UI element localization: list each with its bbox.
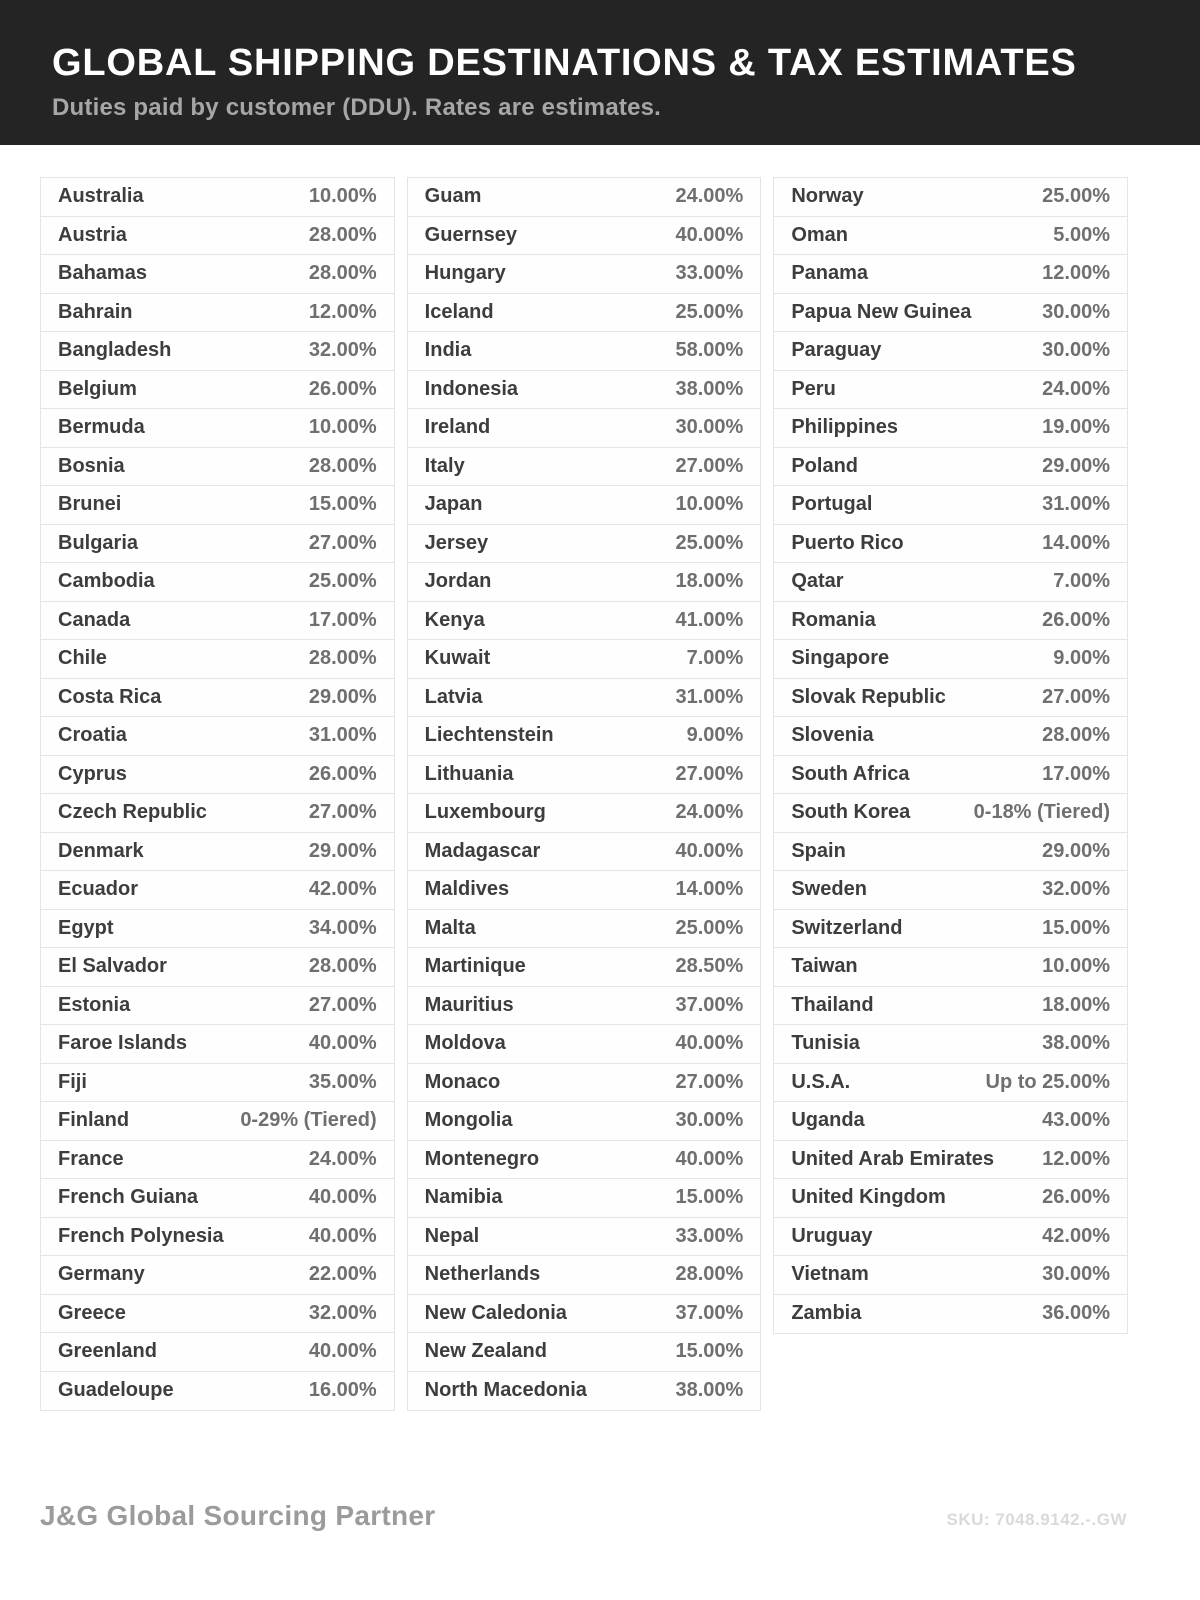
rates-column-1	[40, 177, 395, 1411]
table-row	[774, 756, 1127, 795]
country-name: Namibia	[424, 1186, 503, 1209]
table-row	[41, 910, 394, 949]
tax-rate: 17.00%	[308, 608, 377, 631]
country-name: South Korea	[791, 801, 911, 824]
tax-rate: 25.00%	[1042, 185, 1111, 208]
country-name: Hungary	[424, 262, 506, 285]
country-name: Qatar	[791, 570, 844, 593]
table-row	[41, 1218, 394, 1257]
tax-rate: 26.00%	[1042, 1186, 1111, 1209]
country-name: Norway	[791, 185, 864, 208]
country-name: India	[424, 339, 472, 362]
table-row	[41, 602, 394, 641]
country-name: Nepal	[424, 1224, 480, 1247]
table-row	[774, 563, 1127, 602]
table-row	[41, 948, 394, 987]
country-name: New Caledonia	[424, 1301, 567, 1324]
tax-rate: 17.00%	[1042, 762, 1111, 785]
table-row	[774, 833, 1127, 872]
tax-rate: 37.00%	[675, 1301, 744, 1324]
table-row	[41, 332, 394, 371]
tax-rate: 34.00%	[308, 916, 377, 939]
table-row	[41, 409, 394, 448]
table-row	[774, 679, 1127, 718]
country-name: Bangladesh	[58, 339, 172, 362]
country-name: Peru	[791, 377, 836, 400]
tax-rate: 27.00%	[308, 531, 377, 554]
country-name: French Guiana	[58, 1186, 199, 1209]
table-row	[774, 1179, 1127, 1218]
country-name: Switzerland	[791, 916, 903, 939]
table-row	[774, 525, 1127, 564]
tax-rate: 10.00%	[308, 185, 377, 208]
table-row	[41, 794, 394, 833]
sku-text: SKU: 7048.9142.-.GW	[946, 1510, 1127, 1529]
tax-rate: 12.00%	[1042, 1147, 1111, 1170]
country-name: Fiji	[58, 1070, 87, 1093]
table-row	[408, 910, 761, 949]
country-name: Spain	[791, 839, 846, 862]
table-row	[41, 1372, 394, 1411]
tax-rate: 29.00%	[308, 685, 377, 708]
table-row	[774, 910, 1127, 949]
table-row	[408, 1295, 761, 1334]
table-row	[41, 1295, 394, 1334]
rates-column-2	[407, 177, 762, 1411]
country-name: Iceland	[424, 300, 494, 323]
tax-rate: 0-18% (Tiered)	[973, 801, 1111, 824]
tax-rate: 28.00%	[308, 647, 377, 670]
tax-rate: 0-29% (Tiered)	[240, 1109, 377, 1132]
table-row	[408, 486, 761, 525]
country-name: Indonesia	[424, 377, 519, 400]
table-row	[408, 987, 761, 1026]
country-name: U.S.A.	[791, 1070, 851, 1093]
table-row	[41, 1025, 394, 1064]
table-row	[408, 794, 761, 833]
tax-rate: 28.00%	[308, 223, 377, 246]
table-row	[408, 756, 761, 795]
table-row	[408, 178, 761, 217]
tax-rate: 25.00%	[675, 916, 744, 939]
table-row	[408, 679, 761, 718]
tax-rate: 27.00%	[675, 762, 744, 785]
country-name: Uruguay	[791, 1224, 873, 1247]
country-name: Paraguay	[791, 339, 882, 362]
table-row	[41, 640, 394, 679]
country-name: Austria	[58, 223, 127, 246]
country-name: Portugal	[791, 493, 873, 516]
table-row	[408, 294, 761, 333]
country-name: Netherlands	[424, 1263, 541, 1286]
table-row	[774, 871, 1127, 910]
country-name: El Salvador	[58, 955, 167, 978]
table-row	[408, 1141, 761, 1180]
tax-rate: 38.00%	[675, 377, 744, 400]
table-row	[408, 871, 761, 910]
tax-rate: 40.00%	[675, 839, 744, 862]
page-subtitle: Duties paid by customer (DDU). Rates are estimates.	[52, 94, 662, 121]
tax-rate: 36.00%	[1042, 1302, 1111, 1325]
table-row	[774, 1064, 1127, 1103]
table-row	[408, 1025, 761, 1064]
tax-rate: Up to 25.00%	[985, 1070, 1111, 1093]
table-row	[41, 1064, 394, 1103]
tax-rate: 27.00%	[675, 1070, 744, 1093]
tax-rate: 30.00%	[1042, 300, 1111, 323]
tax-rate: 31.00%	[308, 724, 377, 747]
country-name: Latvia	[424, 685, 483, 708]
table-row	[408, 255, 761, 294]
country-name: Malta	[424, 916, 476, 939]
country-name: Germany	[58, 1263, 145, 1286]
table-row	[41, 217, 394, 256]
tax-rate: 26.00%	[308, 377, 377, 400]
table-row	[774, 717, 1127, 756]
tax-rate: 41.00%	[675, 608, 744, 631]
table-row	[408, 563, 761, 602]
page-title: GLOBAL SHIPPING DESTINATIONS & TAX ESTIMATES	[52, 42, 1077, 84]
country-name: Vietnam	[791, 1263, 869, 1286]
tax-rate: 30.00%	[1042, 1263, 1111, 1286]
country-name: Slovak Republic	[791, 685, 946, 708]
table-row	[774, 294, 1127, 333]
table-row	[774, 794, 1127, 833]
tax-rate: 18.00%	[675, 570, 744, 593]
tax-rate: 40.00%	[308, 1340, 377, 1363]
table-row	[408, 833, 761, 872]
tax-rate: 30.00%	[675, 416, 744, 439]
country-name: Bermuda	[58, 416, 145, 439]
tax-rate: 42.00%	[1042, 1224, 1111, 1247]
country-name: Mongolia	[424, 1109, 513, 1132]
table-row	[774, 640, 1127, 679]
country-name: Slovenia	[791, 724, 874, 747]
tax-rate: 33.00%	[675, 1224, 744, 1247]
tax-rate: 37.00%	[675, 993, 744, 1016]
tax-rate: 40.00%	[675, 1032, 744, 1055]
tax-rate: 32.00%	[1042, 878, 1111, 901]
country-name: French Polynesia	[58, 1224, 224, 1247]
tax-rate: 28.00%	[308, 454, 377, 477]
tax-rate: 18.00%	[1042, 993, 1111, 1016]
table-row	[41, 178, 394, 217]
tax-rate: 9.00%	[1053, 647, 1111, 670]
country-name: Monaco	[424, 1070, 501, 1093]
table-row	[41, 525, 394, 564]
country-name: Madagascar	[424, 839, 541, 862]
table-row	[41, 563, 394, 602]
table-row	[41, 1179, 394, 1218]
table-row	[408, 409, 761, 448]
tax-rate: 15.00%	[308, 493, 377, 516]
country-name: United Kingdom	[791, 1186, 946, 1209]
tax-rate: 15.00%	[675, 1340, 744, 1363]
table-row	[408, 448, 761, 487]
table-row	[41, 871, 394, 910]
table-row	[774, 409, 1127, 448]
tax-rate: 7.00%	[686, 647, 744, 670]
table-row	[774, 178, 1127, 217]
country-name: Panama	[791, 262, 869, 285]
tax-rate: 25.00%	[308, 570, 377, 593]
table-row	[41, 756, 394, 795]
tax-rate: 40.00%	[308, 1032, 377, 1055]
country-name: Moldova	[424, 1032, 506, 1055]
table-row	[408, 1372, 761, 1411]
tax-rate: 28.00%	[308, 262, 377, 285]
table-row	[774, 1256, 1127, 1295]
country-name: Bahrain	[58, 300, 133, 323]
country-name: Guernsey	[424, 223, 517, 246]
table-row	[408, 332, 761, 371]
country-name: Italy	[424, 454, 465, 477]
country-name: Oman	[791, 223, 849, 246]
tax-rate: 26.00%	[308, 762, 377, 785]
table-row	[41, 371, 394, 410]
tax-rate: 28.00%	[675, 1263, 744, 1286]
tax-rate: 15.00%	[675, 1186, 744, 1209]
tax-rate: 43.00%	[1042, 1109, 1111, 1132]
table-row	[408, 640, 761, 679]
country-name: Martinique	[424, 955, 526, 978]
country-name: Kuwait	[424, 647, 491, 670]
tax-rate: 9.00%	[686, 724, 744, 747]
country-name: Belgium	[58, 377, 137, 400]
table-row	[41, 1102, 394, 1141]
country-name: North Macedonia	[424, 1379, 587, 1402]
tax-rate: 31.00%	[1042, 493, 1111, 516]
table-row	[408, 217, 761, 256]
country-name: Taiwan	[791, 955, 858, 978]
country-name: Maldives	[424, 878, 510, 901]
country-name: Singapore	[791, 647, 890, 670]
country-name: Ireland	[424, 416, 491, 439]
country-name: Jordan	[424, 570, 492, 593]
country-name: Finland	[58, 1109, 130, 1132]
table-row	[408, 1218, 761, 1257]
table-row	[408, 1256, 761, 1295]
table-row	[41, 255, 394, 294]
country-name: Papua New Guinea	[791, 300, 972, 323]
table-row	[774, 1295, 1127, 1334]
table-row	[774, 1141, 1127, 1180]
tax-rate: 27.00%	[1042, 685, 1111, 708]
tax-rate: 40.00%	[675, 223, 744, 246]
country-name: Japan	[424, 493, 483, 516]
country-name: Guam	[424, 185, 482, 208]
tax-rate: 12.00%	[1042, 262, 1111, 285]
tax-rate: 32.00%	[308, 1301, 377, 1324]
tax-rate: 24.00%	[675, 185, 744, 208]
table-row	[774, 1025, 1127, 1064]
tax-rate: 30.00%	[675, 1109, 744, 1132]
tax-rate: 31.00%	[675, 685, 744, 708]
tax-rate: 29.00%	[1042, 839, 1111, 862]
country-name: South Africa	[791, 762, 910, 785]
table-row	[408, 371, 761, 410]
country-name: Costa Rica	[58, 685, 162, 708]
tax-rate: 40.00%	[675, 1147, 744, 1170]
country-name: Canada	[58, 608, 131, 631]
country-name: Greece	[58, 1301, 126, 1324]
tax-rate: 25.00%	[675, 531, 744, 554]
tax-rate: 28.50%	[675, 955, 744, 978]
country-name: Poland	[791, 454, 859, 477]
tax-rate: 5.00%	[1053, 223, 1111, 246]
tax-rate: 25.00%	[675, 300, 744, 323]
country-name: Czech Republic	[58, 801, 207, 824]
tax-rate: 27.00%	[308, 993, 377, 1016]
country-name: Tunisia	[791, 1032, 860, 1055]
table-row	[774, 255, 1127, 294]
table-row	[774, 948, 1127, 987]
tax-rate: 14.00%	[675, 878, 744, 901]
table-row	[774, 448, 1127, 487]
tax-rate: 40.00%	[308, 1224, 377, 1247]
country-name: Ecuador	[58, 878, 139, 901]
footer	[40, 1500, 1127, 1532]
tax-rate: 24.00%	[1042, 377, 1111, 400]
country-name: Cyprus	[58, 762, 127, 785]
tax-rate: 7.00%	[1053, 570, 1111, 593]
table-row	[408, 602, 761, 641]
country-name: France	[58, 1147, 124, 1170]
tax-rate: 30.00%	[1042, 339, 1111, 362]
table-row	[774, 217, 1127, 256]
tax-rate: 14.00%	[1042, 531, 1111, 554]
tax-rate: 19.00%	[1042, 416, 1111, 439]
table-row	[774, 486, 1127, 525]
country-name: Estonia	[58, 993, 131, 1016]
table-row	[41, 987, 394, 1026]
tax-rate: 38.00%	[1042, 1032, 1111, 1055]
country-name: Romania	[791, 608, 876, 631]
country-name: Chile	[58, 647, 107, 670]
country-name: Croatia	[58, 724, 127, 747]
tax-rate: 28.00%	[308, 955, 377, 978]
country-name: Mauritius	[424, 993, 514, 1016]
country-name: Guadeloupe	[58, 1379, 174, 1402]
country-name: Sweden	[791, 878, 867, 901]
country-name: Thailand	[791, 993, 874, 1016]
tax-rate: 27.00%	[675, 454, 744, 477]
tax-rates-table	[0, 145, 1200, 1411]
table-row	[41, 448, 394, 487]
country-name: Egypt	[58, 916, 114, 939]
country-name: Bosnia	[58, 454, 125, 477]
tax-rate: 42.00%	[308, 878, 377, 901]
tax-rate: 10.00%	[675, 493, 744, 516]
table-row	[41, 1256, 394, 1295]
tax-rate: 24.00%	[308, 1147, 377, 1170]
tax-rate: 27.00%	[308, 801, 377, 824]
country-name: Luxembourg	[424, 801, 546, 824]
tax-rate: 38.00%	[675, 1379, 744, 1402]
country-name: Lithuania	[424, 762, 514, 785]
tax-rate: 10.00%	[308, 416, 377, 439]
table-row	[408, 948, 761, 987]
table-row	[774, 371, 1127, 410]
brand-text: J&G Global Sourcing Partner	[40, 1500, 436, 1531]
tax-rate: 33.00%	[675, 262, 744, 285]
country-name: Bulgaria	[58, 531, 139, 554]
table-row	[408, 1179, 761, 1218]
table-row	[41, 1333, 394, 1372]
country-name: Zambia	[791, 1302, 862, 1325]
country-name: Jersey	[424, 531, 489, 554]
header-banner	[0, 0, 1200, 145]
tax-rate: 22.00%	[308, 1263, 377, 1286]
table-row	[41, 679, 394, 718]
country-name: Brunei	[58, 493, 122, 516]
table-row	[774, 332, 1127, 371]
tax-rate: 35.00%	[308, 1070, 377, 1093]
country-name: Cambodia	[58, 570, 155, 593]
country-name: Bahamas	[58, 262, 147, 285]
rates-column-3	[773, 177, 1128, 1334]
tax-rate: 15.00%	[1042, 916, 1111, 939]
country-name: Faroe Islands	[58, 1032, 187, 1055]
table-row	[774, 987, 1127, 1026]
country-name: United Arab Emirates	[791, 1147, 994, 1170]
table-row	[408, 1102, 761, 1141]
table-row	[41, 833, 394, 872]
tax-rate: 58.00%	[675, 339, 744, 362]
tax-rate: 32.00%	[308, 339, 377, 362]
table-row	[41, 486, 394, 525]
table-row	[774, 1218, 1127, 1257]
tax-rate: 40.00%	[308, 1186, 377, 1209]
tax-rate: 12.00%	[308, 300, 377, 323]
table-row	[774, 602, 1127, 641]
country-name: Montenegro	[424, 1147, 540, 1170]
country-name: Puerto Rico	[791, 531, 904, 554]
tax-rate: 26.00%	[1042, 608, 1111, 631]
tax-rate: 10.00%	[1042, 955, 1111, 978]
country-name: Kenya	[424, 608, 485, 631]
table-row	[41, 294, 394, 333]
tax-rate: 29.00%	[1042, 454, 1111, 477]
tax-rate: 28.00%	[1042, 724, 1111, 747]
country-name: Liechtenstein	[424, 724, 554, 747]
tax-rate: 29.00%	[308, 839, 377, 862]
table-row	[41, 717, 394, 756]
country-name: Denmark	[58, 839, 144, 862]
table-row	[408, 525, 761, 564]
tax-rate: 16.00%	[308, 1379, 377, 1402]
country-name: New Zealand	[424, 1340, 547, 1363]
tax-rate: 24.00%	[675, 801, 744, 824]
table-row	[41, 1141, 394, 1180]
table-row	[408, 1333, 761, 1372]
table-row	[408, 717, 761, 756]
country-name: Greenland	[58, 1340, 157, 1363]
table-row	[774, 1102, 1127, 1141]
table-row	[408, 1064, 761, 1103]
country-name: Australia	[58, 185, 144, 208]
country-name: Uganda	[791, 1109, 865, 1132]
country-name: Philippines	[791, 416, 899, 439]
